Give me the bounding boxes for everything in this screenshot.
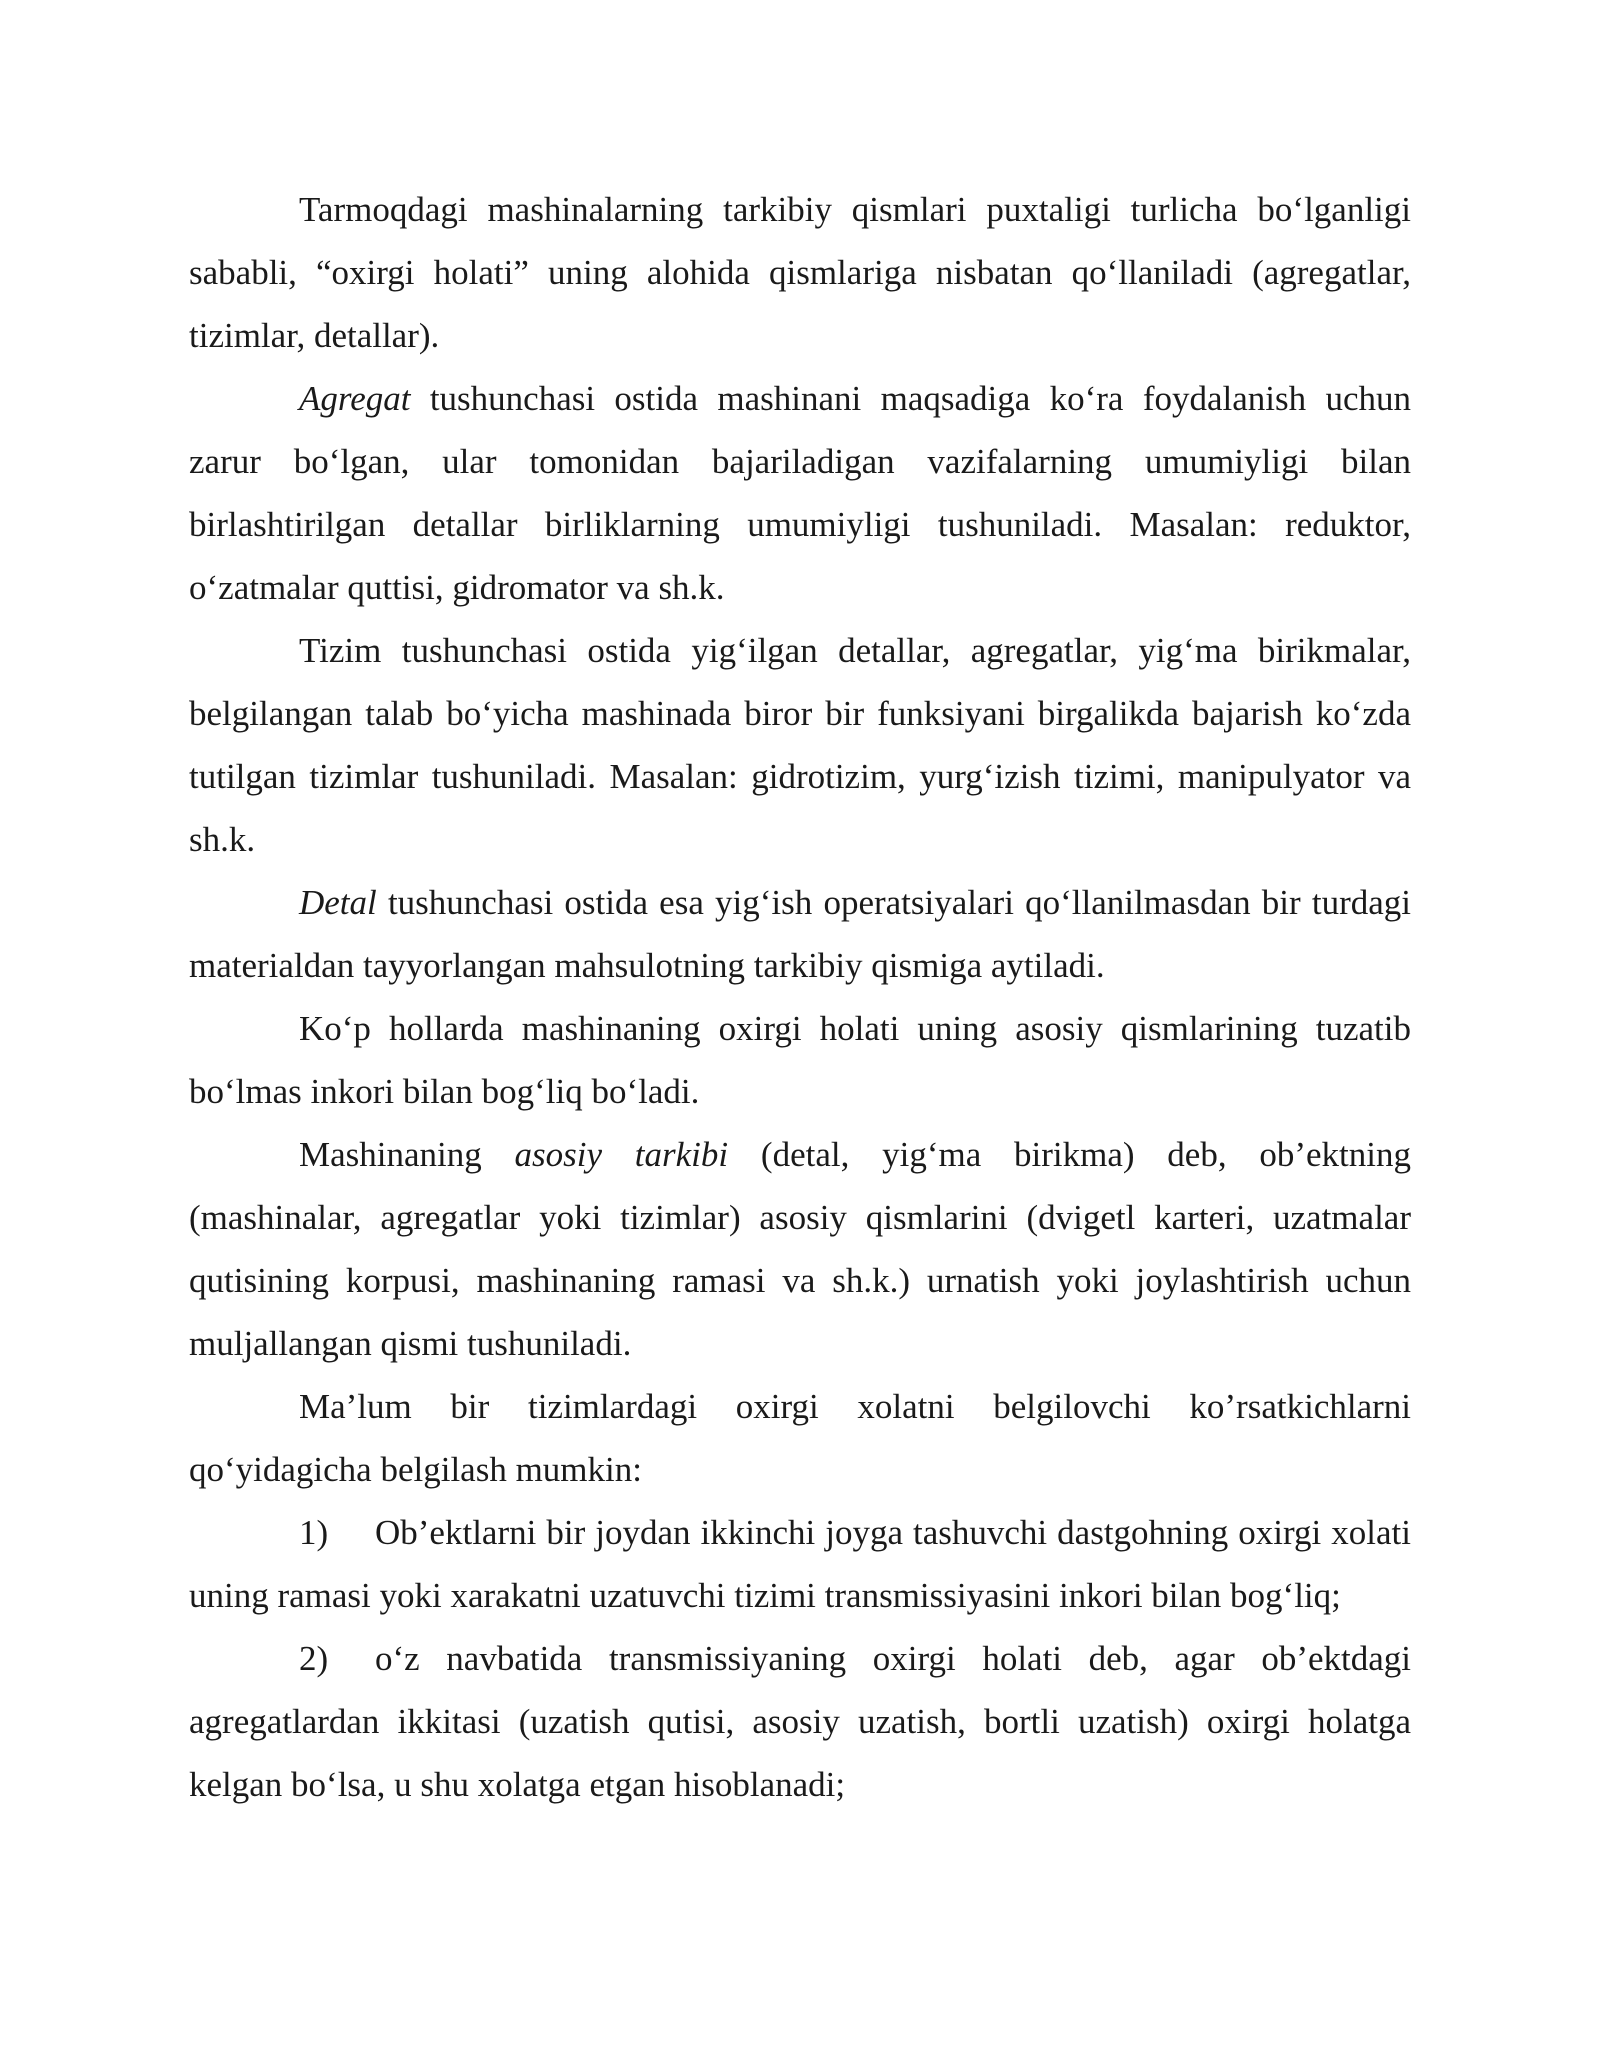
paragraph-failure-state-parts bbox=[189, 178, 1411, 367]
list-item bbox=[189, 1501, 1411, 1627]
paragraph-text: tushunchasi ostida mashinani maqsadiga ko‘ra foydalanish uchun zarur bo‘lgan, ular tomonidan bajariladigan vazifalarning umumiyligi bilan birlashtirilgan detallar birliklarning umumiyligi tushuniladi. Masalan: reduktor, o‘zatmalar quttisi, gidromator va sh.k. bbox=[189, 379, 1411, 607]
paragraph-text: tushunchasi ostida esa yig‘ish operatsiyalari qo‘llanilmasdan bir turdagi materialdan tayyorlangan mahsulotning tarkibiy qismiga aytiladi. bbox=[189, 883, 1411, 985]
list-item-text: o‘z navbatida transmissiyaning oxirgi holati deb, agar ob’ektdagi agregatlardan ikkitasi (uzatish qutisi, asosiy uzatish, bortli uzatish) oxirgi holatga kelgan bo‘lsa, u shu xolatga etgan hisoblanadi; bbox=[189, 1639, 1411, 1804]
paragraph-main-parts-failure bbox=[189, 997, 1411, 1123]
paragraph-text-after: (detal, yig‘ma birikma) deb, ob’ektning (mashinalar, agregatlar yoki tizimlar) asosiy qismlarini (dvigetl karteri, uzatmalar qutisining korpusi, mashinaning ramasi va sh.k.) urnatish yoki joylashtirish uchun muljallangan qismi tushuniladi. bbox=[189, 1135, 1411, 1363]
paragraph-detail-definition bbox=[189, 871, 1411, 997]
paragraph-base-component-definition bbox=[189, 1123, 1411, 1375]
paragraph-text: Ma’lum bir tizimlardagi oxirgi xolatni belgilovchi ko’rsatkichlarni qo‘yidagicha belgilash mumkin: bbox=[189, 1387, 1411, 1489]
paragraph-text: Tarmoqdagi mashinalarning tarkibiy qismlari puxtaligi turlicha bo‘lganligi sababli, “oxirgi holati” uning alohida qismlariga nisbatan qo‘llaniladi (agregatlar, tizimlar, detallar). bbox=[189, 190, 1411, 355]
document-page bbox=[189, 178, 1411, 1816]
list-number: 1) bbox=[299, 1513, 329, 1552]
paragraph-text: Ko‘p hollarda mashinaning oxirgi holati uning asosiy qismlarining tuzatib bo‘lmas inkori bilan bog‘liq bo‘ladi. bbox=[189, 1009, 1411, 1111]
term-agregat: Agregat bbox=[299, 379, 411, 418]
list-item bbox=[189, 1627, 1411, 1816]
list-number: 2) bbox=[299, 1639, 329, 1678]
paragraph-system-definition bbox=[189, 619, 1411, 871]
paragraph-text-before: Mashinaning bbox=[299, 1135, 515, 1174]
list-item-text: Ob’ektlarni bir joydan ikkinchi joyga tashuvchi dastgohning oxirgi xolati uning ramasi yoki xarakatni uzatuvchi tizimi transmissiyasini inkori bilan bog‘liq; bbox=[189, 1513, 1411, 1615]
paragraph-aggregate-definition bbox=[189, 367, 1411, 619]
term-detal: Detal bbox=[299, 883, 377, 922]
paragraph-text: Tizim tushunchasi ostida yig‘ilgan detallar, agregatlar, yig‘ma birikmalar, belgilangan talab bo‘yicha mashinada biror bir funksiyani birgalikda bajarish ko‘zda tutilgan tizimlar tushuniladi. Masalan: gidrotizim, yurg‘izish tizimi, manipulyator va sh.k. bbox=[189, 631, 1411, 859]
paragraph-indicators-intro bbox=[189, 1375, 1411, 1501]
term-asosiy-tarkibi: asosiy tarkibi bbox=[514, 1135, 729, 1174]
